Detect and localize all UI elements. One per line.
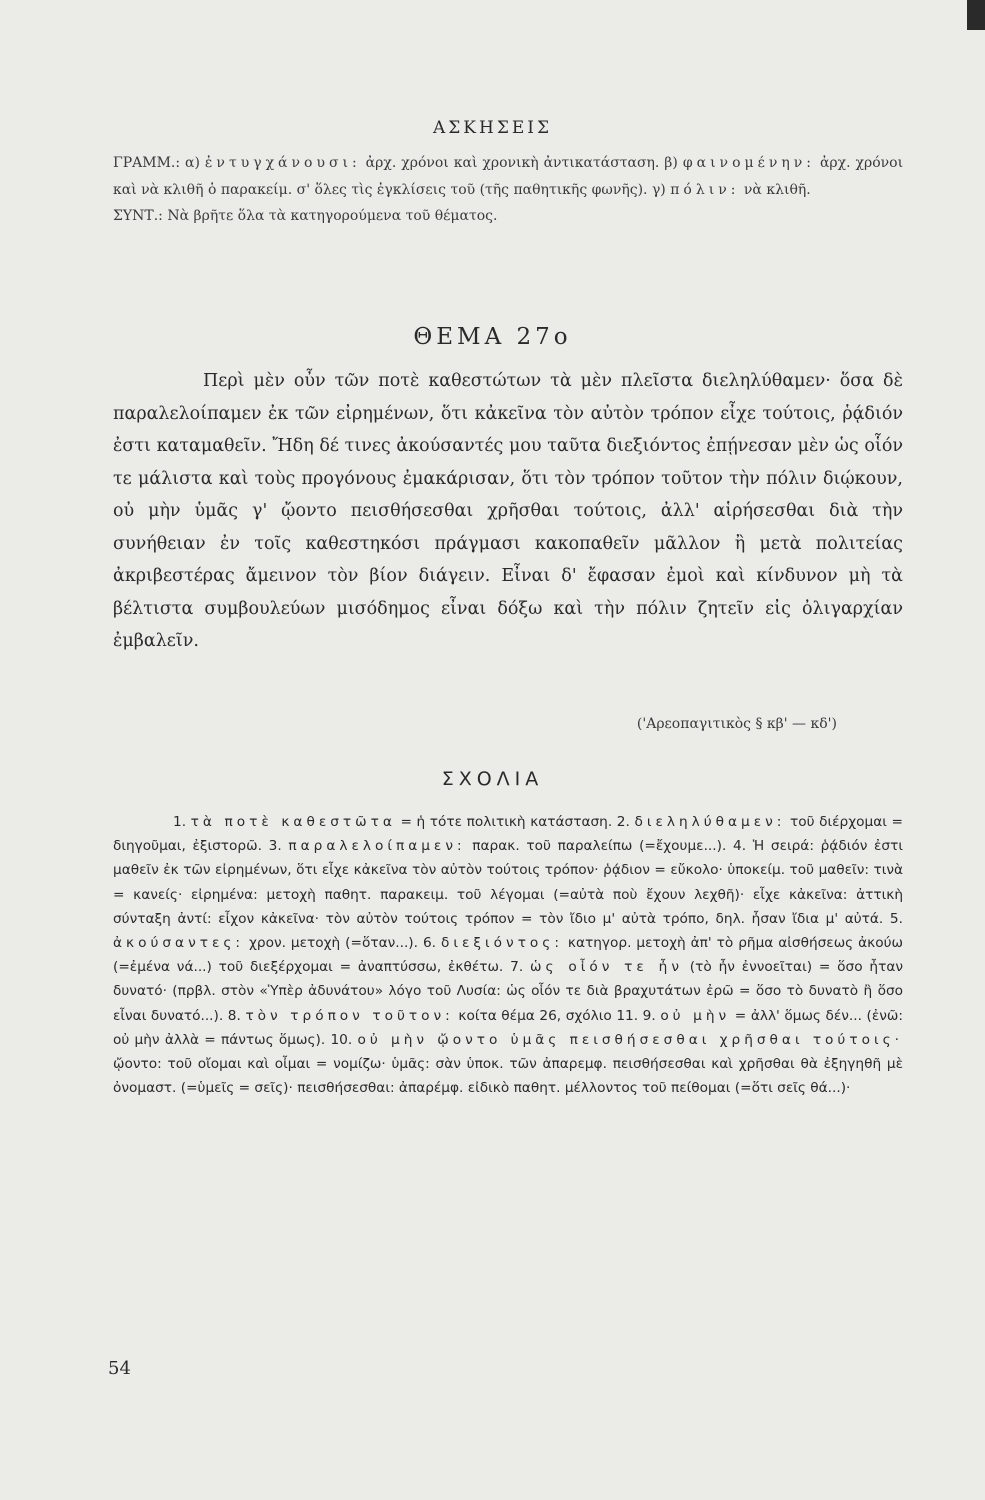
passage-text: Περὶ μὲν οὖν τῶν ποτὲ καθεστώτων τὰ μὲν πλεῖστα διεληλύθαμεν· ὅσα δὲ παραλελοίπαμεν ἐκ τῶν εἰρημένων, ὅτι κἀκεῖνα τὸν αὐτὸν τρόπον εἶχε τούτοις, ῥᾴδιόν ἐστι καταμαθεῖν. Ἤδη δέ τινες ἀκούσαντές μου ταῦτα διεξιόντος ἐπῄνεσαν μὲν ὡς οἷόν τε μάλιστα καὶ τοὺς προγόνους ἐμακάρισαν, ὅτι τὸν τρόπον τοῦτον τὴν πόλιν διῴκουν, οὐ μὴν ὑμᾶς γ' ᾤοντο πεισθήσεσθαι χρῆσθαι τούτοις, ἀλλ' αἱρήσεσθαι διὰ τὴν συνήθειαν ἐν τοῖς καθεστηκόσι πράγμασι κακοπαθεῖν μᾶλλον ἢ μετὰ πολιτείας ἀκριβεστέρας ἄμεινον τὸν βίον διάγειν. Εἶναι δ' ἔφασαν ἐμοὶ καὶ κίνδυνον μὴ τὰ βέλτιστα συμβουλεύων μισόδημος εἶναι δόξω καὶ τὴν πόλιν ζητεῖν εἰς ὀλιγαρχίαν ἐμβαλεῖν.	[113, 371, 903, 651]
theme-title: ΘΕΜΑ 27ο	[413, 324, 572, 350]
page-edge-mark	[967, 0, 985, 30]
note-1: 1. τὰ ποτὲ καθεστῶτα = ἡ τότε πολιτικὴ κατάσταση.	[173, 814, 613, 830]
note-2: 2. διεληλύθαμεν: τοῦ διέρχομαι = διηγοῦμαι, ἐξιστορῶ.	[113, 814, 903, 855]
exercises-heading: ΑΣΚΗΣΕΙΣ	[433, 118, 552, 138]
note-4: 4. Ἡ σειρά: ῥᾴδιόν ἐστι μαθεῖν ἐκ τῶν εἰρημένων, ὅτι εἶχε κἀκεῖνα τὸν αὐτὸν τούτοις τρόπον· ῥᾴδιον = εὔκολο· ὑποκείμ. τοῦ μαθεῖν: τινὰ = κανείς· εἰρημένα: μετοχὴ παθητ. παρακειμ. τοῦ λέγομαι (=αὐτὰ ποὺ ἔχουν λεχθῆ)· εἶχε κἀκεῖνα: ἀττικὴ σύνταξη ἀντί: εἶχον κἀκεῖνα· τὸν αὐτὸν τούτοις τρόπον = τὸν ἴδιο μ' αὐτὰ τρόπο, δηλ. ἦσαν ἴδια μ' αὐτά.	[113, 838, 903, 927]
exercises-block	[113, 150, 903, 230]
scholia-notes	[113, 810, 903, 1100]
note-6: 6. διεξιόντος: κατηγορ. μετοχὴ ἀπ' τὸ ρῆμα αἰσθήσεως ἀκούω (=ἐμένα νά...) τοῦ διεξέρχομαι = ἀναπτύσσω, ἐκθέτω.	[113, 935, 904, 976]
page-number: 54	[108, 1358, 131, 1379]
note-8: 8. τὸν τρόπον τοῦτον: κοίτα θέμα 26, σχόλιο 11.	[227, 1007, 639, 1024]
syntax-exercise: ΣΥΝΤ.: Νὰ βρῆτε ὅλα τὰ κατηγορούμενα τοῦ θέματος.	[113, 208, 498, 224]
notes-paragraph	[113, 810, 903, 1100]
source-citation: ('Αρεοπαγιτικὸς § κβ' — κδ')	[636, 716, 837, 732]
note-5: 5. ἀκούσαντες: χρον. μετοχὴ (=ὅταν...).	[113, 910, 903, 952]
scholia-heading: ΣΧΟΛΙΑ	[441, 768, 544, 790]
note-9: 9. οὐ μὴν = ἀλλ' ὅμως δέν... (ἐνῶ: οὐ μὴν ἀλλὰ = πάντως ὅμως).	[113, 1007, 904, 1048]
note-7: 7. ὡς οἷόν τε ἦν (τὸ ἦν ἐννοεῖται) = ὅσο ἦταν δυνατό· (πρβλ. στὸν «Ὑπὲρ ἀδυνάτου» λόγο τοῦ Λυσία: ὡς οἷόν τε διὰ βραχυτάτων ἐρῶ = ὅσο τὸ δυνατὸ ἢ ὅσο εἶναι δυνατό...).	[113, 959, 903, 1024]
greek-passage	[113, 365, 903, 658]
note-10: 10. οὐ μὴν ᾤοντο ὑμᾶς πεισθήσεσθαι χρῆσθαι τούτοις· ᾤοντο: τοῦ οἴομαι καὶ οἶμαι = νομίζω· ὑμᾶς: σὰν ὑποκ. τῶν ἀπαρεμφ. πεισθήσεσθαι καὶ χρῆσθαι θὰ ἐξηγηθῆ μὲ ὀνομαστ. (=ὑμεῖς = σεῖς)· πεισθήσεσθαι: ἀπαρέμφ. εἰδικὸ παθητ. μέλλοντος τοῦ πείθομαι (=ὅτι σεῖς θά...)·	[113, 1031, 903, 1097]
note-3: 3. παραλελοίπαμεν: παρακ. τοῦ παραλείπω (=ἔχουμε...).	[268, 838, 727, 855]
grammar-exercise: ΓΡΑΜΜ.: α) ἐντυγχάνουσι: ἀρχ. χρόνοι καὶ χρονικὴ ἀντικατάσταση. β) φαινομένην: ἀρχ. χρόνοι καὶ νὰ κλιθῆ ὁ παρακείμ. σ' ὅλες τὶς ἐγκλίσεις τοῦ (τῆς παθητικῆς φωνῆς). γ) πόλιν: νὰ κλιθῆ.	[113, 155, 904, 198]
